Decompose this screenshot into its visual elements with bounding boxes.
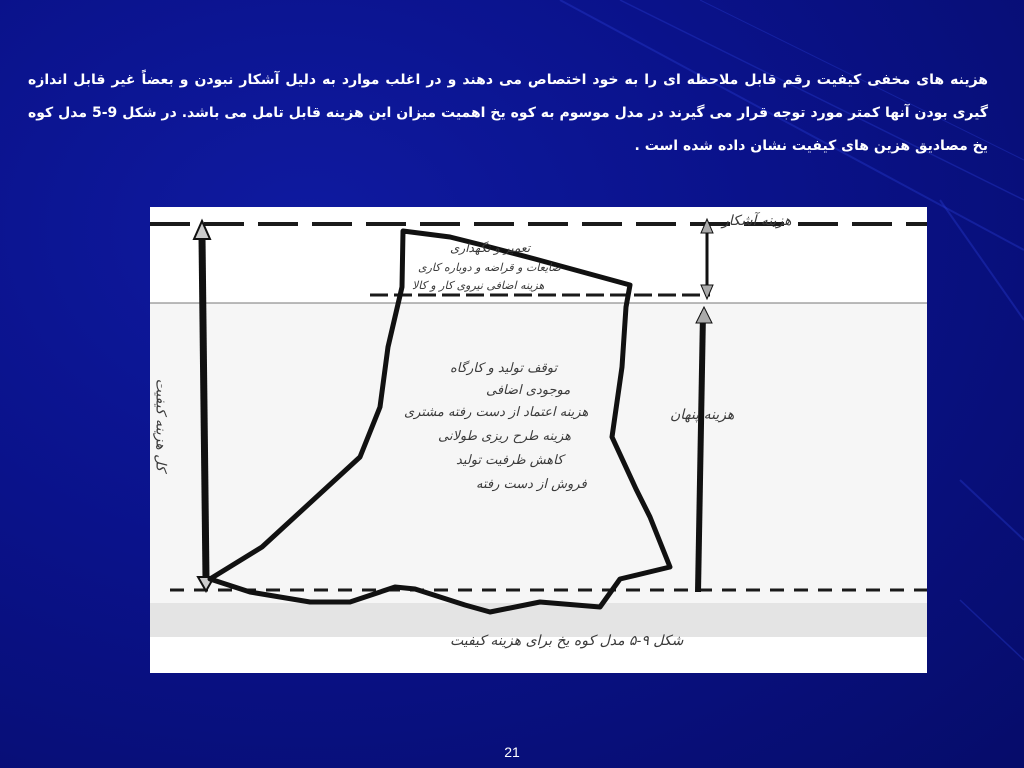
hidden-item: هزینه طرح ریزی طولانی	[438, 429, 572, 444]
hidden-item: توقف تولید و کارگاه	[450, 361, 558, 376]
visible-item: هزینه اضافی نیروی کار و کالا	[412, 279, 545, 292]
visible-item: تعمیر و نگهداری	[450, 241, 531, 255]
visible-cost-label: هزینه آشکار	[722, 213, 792, 229]
figure-caption: شکل ۹-۵ مدل کوه یخ برای هزینه کیفیت	[450, 633, 684, 649]
hidden-item: فروش از دست رفته	[476, 477, 587, 492]
hidden-item: موجودی اضافی	[486, 383, 571, 398]
description-paragraph	[28, 64, 988, 163]
visible-item: ضایعات و قراضه و دوباره کاری	[418, 261, 561, 274]
hidden-item: هزینه اعتماد از دست رفته مشتری	[404, 405, 589, 420]
hidden-cost-label: هزینه پنهان	[670, 407, 735, 423]
hidden-item: کاهش ظرفیت تولید	[456, 453, 564, 468]
page-number: 21	[504, 744, 520, 760]
description-text: هزینه های مخفی کیفیت رقم قابل ملاحظه ای را به خود اختصاص می دهند و در اغلب موارد به دلیل آشکار نبودن و بعضاً غیر قابل اندازه گیری بودن آنها کمتر مورد توجه قرار می گیرند در مدل موسوم به کوه یخ اهمیت میزان این هزینه قابل تامل می باشد. در شکل 9-5 مدل کوه یخ مصادیق هزین های کیفیت نشان داده شده است .	[28, 72, 988, 154]
iceberg-model-figure	[150, 207, 927, 673]
total-cost-label: کل هزینه کیفیت	[152, 378, 169, 472]
